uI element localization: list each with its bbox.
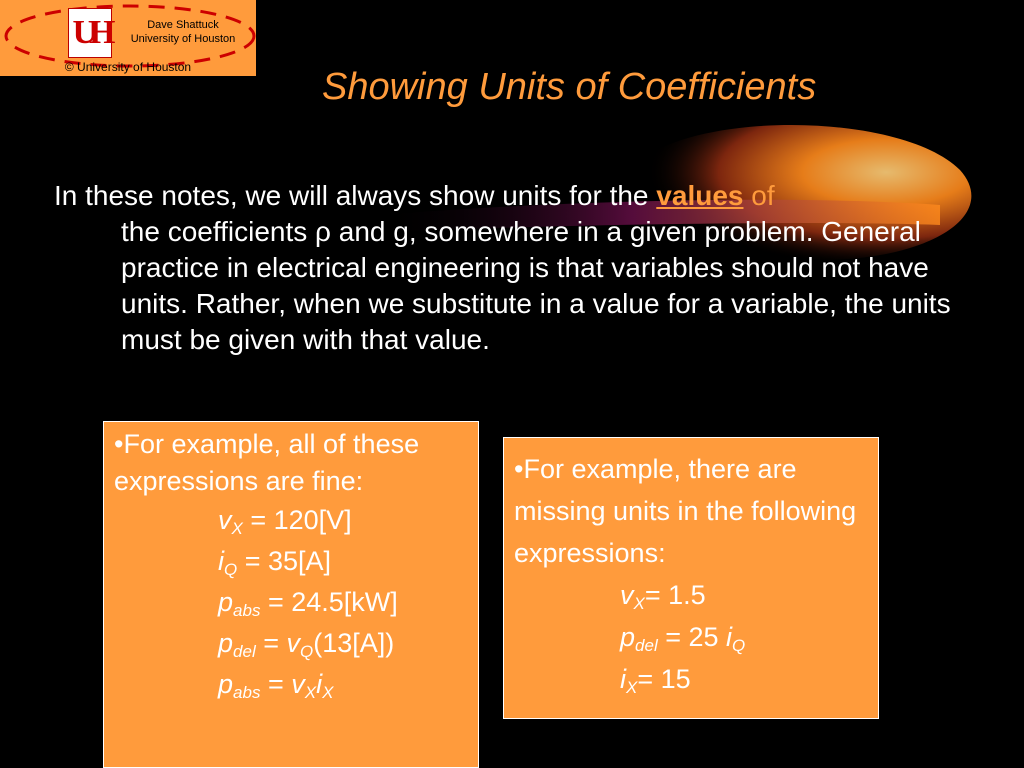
author-name: Dave Shattuck — [147, 19, 219, 31]
intro-first-line — [54, 178, 954, 214]
copyright-notice: © University of Houston — [64, 60, 192, 74]
valid-examples-heading: •For example, all of these expressions are fine: — [114, 429, 420, 496]
logo-panel — [0, 0, 256, 76]
uh-logo-text: UH — [72, 14, 108, 51]
expression-iq: $i_Q = 35[A]$ — [218, 546, 332, 579]
missing-units-box — [503, 437, 879, 719]
values-emphasis: values — [656, 180, 744, 211]
author-block — [110, 18, 256, 46]
expression-vx: $v_X = 120[V]$ — [218, 505, 352, 538]
intro-rest: the coefficients ρ and g, somewhere in a given problem. General practice in electrical engineering is that variables should not have units. Rather, when we substitute in a value for a variable, the units must be given with that value. — [121, 216, 951, 355]
intro-paragraph — [54, 178, 954, 358]
expression-pabs-product: $p_{abs} = v_Xi_X$ — [218, 669, 334, 702]
intro-text-start: In these notes, we will always show units for the — [54, 180, 657, 211]
valid-examples-box — [103, 421, 479, 768]
expression-vx-missing: $v_X= 1.5$ — [620, 580, 706, 613]
slide-title: Showing Units of Coefficients — [322, 66, 817, 108]
intro-of: of — [743, 180, 775, 211]
expression-ix-missing: $i_X= 15$ — [620, 664, 691, 697]
expression-pabs: $p_{abs} = 24.5[kW]$ — [218, 587, 398, 620]
expression-pdel-missing: $p_{del} = 25$ $i_Q$ — [620, 622, 746, 655]
expression-pdel: $p_{del} = v_Q(13[A])$ — [218, 628, 395, 661]
author-institution: University of Houston — [130, 33, 236, 45]
uh-logo — [68, 8, 112, 58]
missing-units-heading: •For example, there are missing units in the following expressions: — [514, 454, 857, 568]
